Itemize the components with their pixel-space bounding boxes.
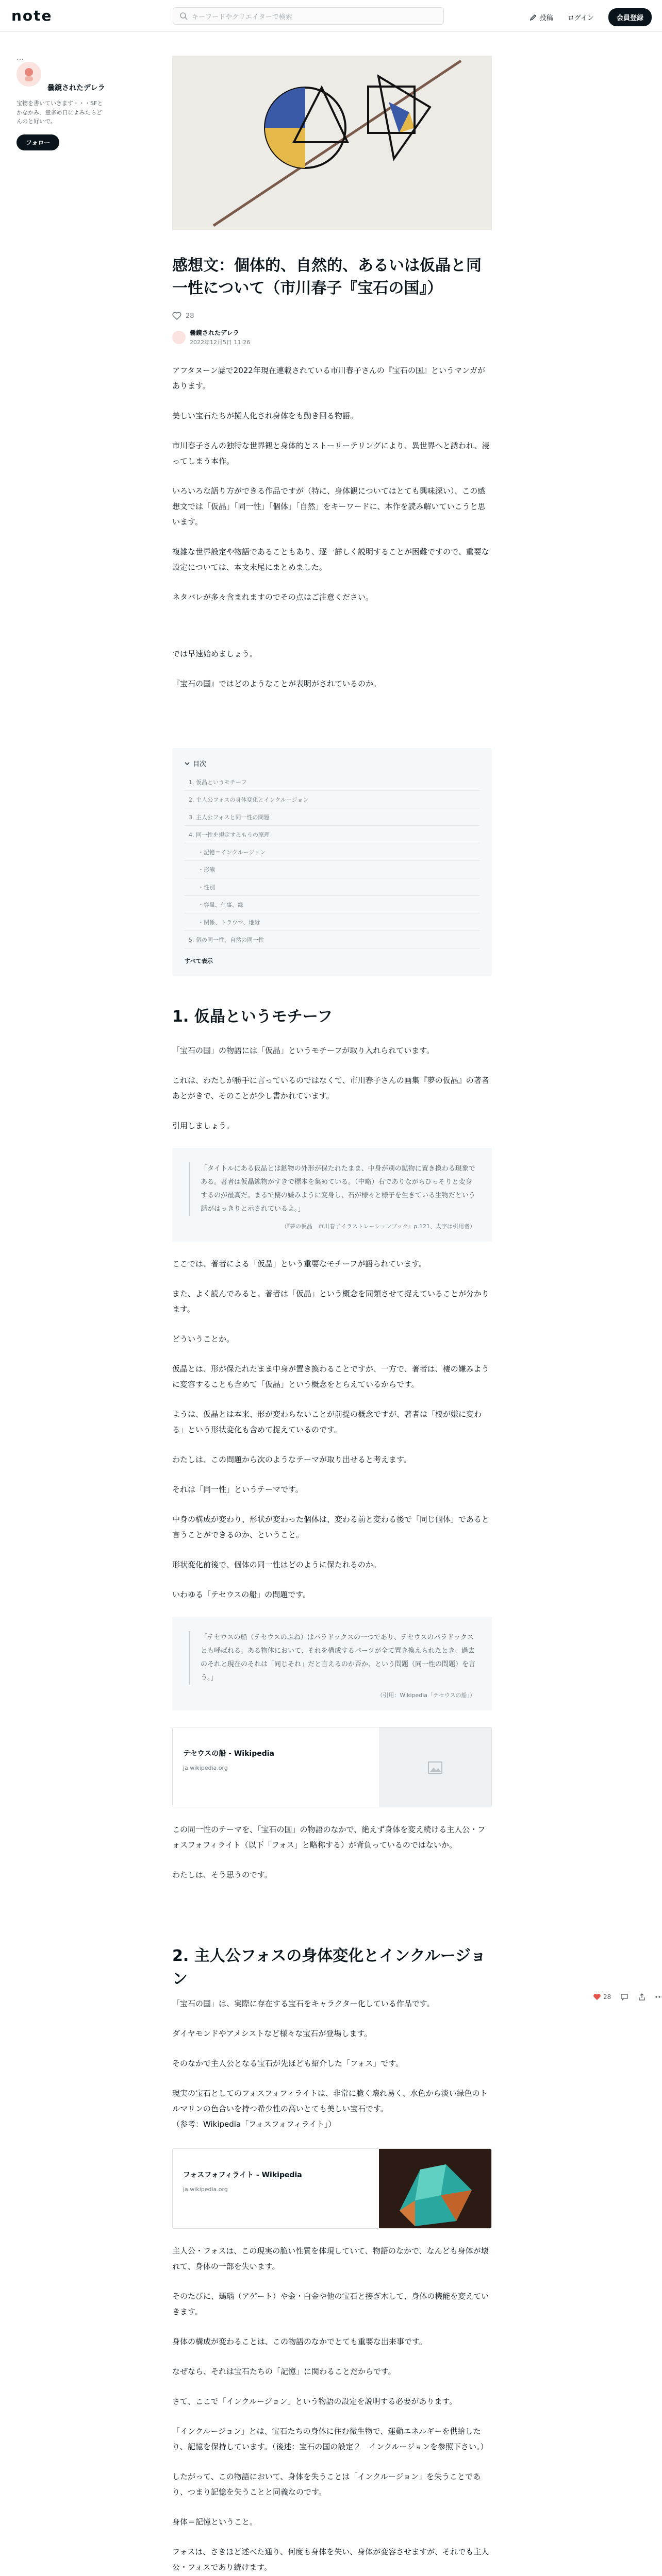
paragraph: ようは、仮晶とは本来、形が変わらないことが前提の概念ですが、著者は「棲が嫌に変わる」という形状変化も含めて捉えているのです。 bbox=[172, 1410, 482, 1434]
note-logo[interactable]: note bbox=[11, 7, 53, 24]
section-heading: 2. 主人公フォスの身体変化とインクルージョン bbox=[172, 1947, 486, 1988]
more-menu-icon[interactable]: … bbox=[16, 54, 24, 62]
paragraph: それは「同一性」というテーマです。 bbox=[172, 1485, 303, 1494]
author-bio: 宝物を書いていきます・・・SFとかなかみ、童多め日によみたらどんのと好いで。 bbox=[16, 100, 103, 125]
paragraph: アフタヌーン誌で2022年現在連載されている市川春子さんの『宝石の国』というマンガがあります。 bbox=[172, 366, 485, 391]
avatar[interactable] bbox=[16, 62, 41, 87]
article-actions bbox=[172, 312, 492, 320]
comment-icon[interactable] bbox=[620, 1993, 628, 2001]
search-icon bbox=[179, 12, 188, 20]
article bbox=[172, 56, 492, 2575]
hero-image bbox=[172, 56, 492, 230]
author-name[interactable]: 曇鏡されたデレラ bbox=[47, 84, 105, 92]
image-placeholder-icon bbox=[428, 1761, 442, 1774]
paragraph: したがって、この物語において、身体を失うことは「インクルージョン」を失うことであり、つまり記憶を失うことと同義なのです。 bbox=[172, 2472, 481, 2497]
paragraph: ネタバレが多々含まれますのでその点はご注意ください。 bbox=[172, 592, 373, 602]
intro bbox=[172, 363, 492, 691]
paragraph: そのたびに、瑪瑙（アゲート）や金・白金や他の宝石と接ぎ木して、身体の機能を変えていきます。 bbox=[172, 2292, 489, 2316]
pen-icon bbox=[529, 14, 537, 21]
paragraph: 「宝石の国」の物語には「仮晶」というモチーフが取り入れられています。 bbox=[172, 1046, 435, 1055]
paragraph: 身体＝記憶ということ。 bbox=[172, 2517, 258, 2527]
paragraph: いわゆる「テセウスの船」の問題です。 bbox=[172, 1590, 311, 1599]
top-bar bbox=[0, 0, 662, 32]
toc-show-all-button[interactable]: すべて表示 bbox=[185, 958, 213, 964]
quote-text: 「テセウスの船（テセウスのふね）はパラドックスの一つであり、テセウスのパラドックスとも呼ばれる。ある物体において、それを構成するパーツが全て置き換えられたとき、過去のそれと現在のそれは「同じそれ」だと言えるのか否か、という問題（同一性の問題）を言う。」 bbox=[189, 1631, 475, 1685]
quote-text: 「タイトルにある仮晶とは鉱物の外形が保たれたまま、中身が別の鉱物に置き換わる現象である。著者は仮晶鉱物がすきで標本を集めている。（中略）右でありながらひっそりと変身するのが最高だ。まるで棲の嫌みように変身し、石が様々と様子を生きている生物だという話がはっきりと示されているよ。」 bbox=[189, 1162, 475, 1216]
like-count: 28 bbox=[186, 312, 194, 320]
float-like-count: 28 bbox=[603, 1993, 611, 2001]
blockquote bbox=[172, 1617, 492, 1710]
floating-action-bar bbox=[593, 1993, 662, 2001]
paragraph: 「インクルージョン」とは、宝石たちの身体に住む微生物で、運動エネルギーを供給したり、記憶を保持しています。（後述：宝石の国の設定２ インクルージョンを参照下さい。） bbox=[172, 2427, 488, 2451]
paragraph: 引用しましょう。 bbox=[172, 1121, 235, 1130]
paragraph: 「宝石の国」は、実際に存在する宝石をキャラクター化している作品です。 bbox=[172, 1999, 435, 2008]
link-card-title: テセウスの船 - Wikipedia bbox=[183, 1750, 274, 1758]
toc-item[interactable]: ・関係、トラウマ、地縁 bbox=[185, 913, 479, 931]
like-button[interactable] bbox=[593, 1993, 611, 2001]
signup-button[interactable]: 会員登録 bbox=[608, 8, 652, 26]
quote-citation: （『夢の仮晶 市川春子イラストレーションブック』p.121、太字は引用者） bbox=[281, 1223, 475, 1230]
paragraph: 身体の構成が変わることは、この物語のなかでとても重要な出来事です。 bbox=[172, 2337, 427, 2346]
toc-item[interactable]: ・容量、仕事、縁 bbox=[185, 896, 479, 913]
post-button[interactable] bbox=[529, 12, 553, 22]
paragraph: フォスは、さきほど述べた通り、何度も身体を失い、身体が変容させますが、それでも主人公・フォスであり続けます。 bbox=[172, 2547, 489, 2572]
paragraph: 主人公・フォスは、この現実の脆い性質を体現していて、物語のなかで、なんども身体が壊れて、身体の一部を失います。 bbox=[172, 2246, 489, 2271]
toc-item[interactable]: ・形態 bbox=[185, 861, 479, 878]
author-name-inline[interactable]: 曇鏡されたデレラ bbox=[190, 329, 239, 336]
paragraph: いろいろな語り方ができる作品ですが（特に、身体観についてはとても興味深い）、この感想文では「仮晶」「同一性」「個体」「自然」をキーワードに、本作を読み解いていこうと思います。 bbox=[172, 486, 486, 527]
paragraph: なぜなら、それは宝石たちの「記憶」に関わることだからです。 bbox=[172, 2367, 396, 2376]
link-card[interactable] bbox=[172, 2148, 492, 2229]
paragraph: 美しい宝石たちが擬人化され身体をも動き回る物語。 bbox=[172, 411, 358, 420]
like-icon[interactable] bbox=[172, 312, 181, 320]
link-card-url: ja.wikipedia.org bbox=[183, 2186, 228, 2193]
toc-item[interactable]: 2. 主人公フォスの身体変化とインクルージョン bbox=[185, 791, 479, 808]
toc-item[interactable]: 3. 主人公フォスと同一性の問題 bbox=[185, 808, 479, 826]
table-of-contents bbox=[172, 748, 492, 976]
toc-heading-label: 目次 bbox=[193, 760, 207, 768]
paragraph: 形状変化前後で、個体の同一性はどのように保たれるのか。 bbox=[172, 1560, 381, 1569]
follow-label: フォロー bbox=[26, 139, 51, 146]
link-card-thumbnail bbox=[379, 1727, 491, 1807]
author-avatar[interactable] bbox=[172, 331, 186, 344]
paragraph: （参考：Wikipedia「フォスフォフィライト」） bbox=[172, 2120, 336, 2129]
paragraph: では早速始めましょう。 bbox=[172, 649, 258, 658]
link-card[interactable] bbox=[172, 1727, 492, 1807]
quote-citation: （引用：Wikipedia「テセウスの船」） bbox=[377, 1692, 475, 1699]
paragraph: 複雑な世界設定や物語であることもあり、逐一詳しく説明することが困難ですので、重要な設定については、本文末尾にまとめました。 bbox=[172, 547, 489, 572]
author-sidebar bbox=[16, 54, 105, 150]
paragraph: どういうことか。 bbox=[172, 1334, 235, 1344]
toc-item[interactable]: 1. 仮晶というモチーフ bbox=[185, 773, 479, 791]
toc-item[interactable]: 4. 同一性を規定するもうの原理 bbox=[185, 826, 479, 843]
login-link[interactable]: ログイン bbox=[567, 14, 594, 22]
search-placeholder: キーワードやクリエイターで検索 bbox=[192, 13, 292, 21]
toc-item[interactable]: ・記憶＝インクルージョン bbox=[185, 843, 479, 861]
paragraph: 現実の宝石としてのフォスフォフィライトは、非常に脆く壊れ易く、水色から淡い緑色のトルマリンの色合いを持つ希少性の高いとても美しい宝石です。 bbox=[172, 2089, 488, 2113]
link-card-thumbnail bbox=[379, 2149, 491, 2229]
section-heading: 1. 仮晶というモチーフ bbox=[172, 1008, 333, 1026]
toc-item[interactable]: 5. 個の同一性、自然の同一性 bbox=[185, 931, 479, 948]
heart-icon bbox=[593, 1993, 601, 2001]
paragraph: この同一性のテーマを、「宝石の国」の物語のなかで、絶えず身体を変え続ける主人公・フォスフォフィライト（以下「フォス」と略称する）が背負っているのではないか。 bbox=[172, 1825, 486, 1850]
more-icon[interactable] bbox=[655, 1996, 662, 1998]
chevron-down-icon bbox=[185, 761, 190, 766]
follow-button[interactable] bbox=[16, 134, 59, 150]
search-input[interactable] bbox=[173, 7, 444, 25]
paragraph: わたしは、この問題から次のようなテーマが取り出せると考えます。 bbox=[172, 1455, 411, 1464]
post-label: 投稿 bbox=[539, 14, 553, 22]
paragraph: そのなかで主人公となる宝石が先ほども紹介した「フォス」です。 bbox=[172, 2059, 404, 2068]
paragraph: これは、わたしが勝手に言っているのではなくて、市川春子さんの画集『夢の仮晶』の著者あとがきで、そのことが少し書かれています。 bbox=[172, 1076, 489, 1100]
paragraph: ここでは、著者による「仮晶」という重要なモチーフが語られています。 bbox=[172, 1259, 427, 1268]
link-card-url: ja.wikipedia.org bbox=[183, 1765, 228, 1771]
paragraph: さて、ここで「インクルージョン」という物語の設定を説明する必要があります。 bbox=[172, 2397, 457, 2406]
publish-date: 2022年12月5日 11:26 bbox=[190, 339, 251, 346]
share-icon[interactable] bbox=[638, 1993, 646, 2001]
gem-image bbox=[379, 2149, 491, 2229]
toc-item[interactable]: ・性別 bbox=[185, 878, 479, 896]
paragraph: 市川春子さんの独特な世界観と身体的とストーリーテリングにより、異世界へと誘われ、浸ってしまう本作。 bbox=[172, 441, 490, 466]
article-title: 感想文：個体的、自然的、あるいは仮晶と同一性について（市川春子『宝石の国』） bbox=[172, 257, 482, 297]
paragraph: わたしは、そう思うのです。 bbox=[172, 1870, 272, 1879]
link-card-title: フォスフォフィライト - Wikipedia bbox=[183, 2171, 302, 2179]
avatar-illustration bbox=[20, 65, 38, 83]
author-row bbox=[172, 328, 492, 346]
paragraph: また、よく読んでみると、著者は「仮晶」という概念を同類させて捉えていることが分かります。 bbox=[172, 1289, 490, 1314]
paragraph: 中身の構成が変わり、形状が変わった個体は、変わる前と変わる後で「同じ個体」であると言うことができるのか、ということ。 bbox=[172, 1515, 489, 1539]
blockquote bbox=[172, 1148, 492, 1242]
paragraph: ダイヤモンドやアメシストなど様々な宝石が登場します。 bbox=[172, 2029, 372, 2038]
paragraph: 仮晶とは、形が保たれたまま中身が置き換わることですが、一方で、著者は、棲の嫌みように変容することも含めて「仮晶」という概念をとらえているからです。 bbox=[172, 1364, 489, 1389]
paragraph: 『宝石の国』ではどのようなことが表明がされているのか。 bbox=[172, 679, 382, 688]
toc-heading[interactable] bbox=[185, 758, 479, 768]
geometric-illustration bbox=[172, 56, 492, 230]
